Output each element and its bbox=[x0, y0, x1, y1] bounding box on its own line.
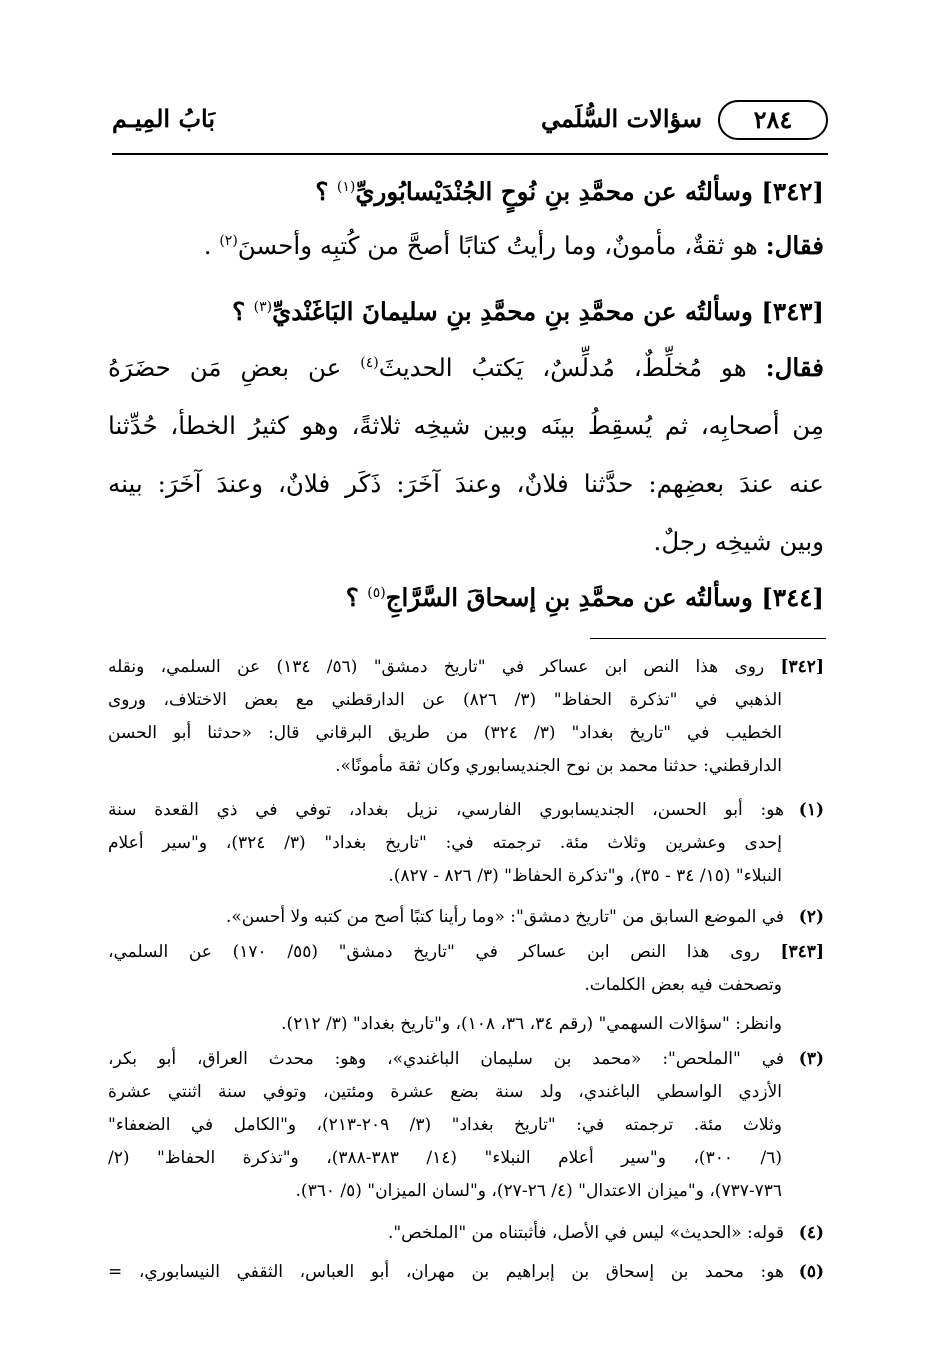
answer-343-line-3: عنه عندَ بعضِهم: حدَّثنا فلانٌ، وعندَ آخَرَ: ذَكَر فلانٌ، وعندَ آخَرَ: بينه bbox=[108, 469, 824, 498]
question-344 bbox=[346, 574, 824, 622]
answer-343-line-1 bbox=[108, 344, 824, 392]
note-342-line-3: الخطيب في "تاريخ بغداد" (٣/ ٣٢٤) من طريق البرقاني قال: «حدثنا أبو الحسن bbox=[108, 723, 782, 743]
answer-343-line-2: مِن أصحابِه، ثم يُسقِطُ بينَه وبين شيخِه ثلاثةً، وهو كثيرُ الخطأ، حُدِّثنا bbox=[108, 411, 824, 440]
note-text: روى هذا النص ابن عساكر في "تاريخ دمشق" (٥٥/ ١٧٠) عن السلمي، bbox=[108, 942, 781, 962]
chapter-title: بَابُ المِيـم bbox=[112, 104, 216, 133]
page-header bbox=[112, 98, 828, 150]
note-5-line-1 bbox=[108, 1257, 824, 1288]
note-342-line-4: الدارقطني: حدثنا محمد بن نوح الجنديسابوري وكان ثقة مأمونًا». bbox=[335, 756, 782, 776]
note-text: في الموضع السابق من "تاريخ دمشق": «وما رأينا كتبًا أصح من كتبه ولا أحسن». bbox=[225, 907, 784, 927]
footnote-ref-3: (٣) bbox=[253, 298, 273, 315]
note-1-line-3: النبلاء" (١٥/ ٣٤ - ٣٥)، و"تذكرة الحفاظ" (٣/ ٨٢٦ - ٨٢٧). bbox=[388, 866, 782, 886]
question-343 bbox=[232, 288, 824, 336]
note-3-line-5: ٧٣٦-٧٣٧)، و"ميزان الاعتدال" (٤/ ٢٦-٢٧)، و"لسان الميزان" (٥/ ٣٦٠). bbox=[295, 1181, 782, 1201]
answer-text: هو مُخلِّطٌ، مُدلِّسٌ، يَكتبُ الحديثَ bbox=[378, 353, 766, 382]
note-number: (٥) bbox=[798, 1262, 824, 1282]
note-text: هو: محمد بن إسحاق بن إبراهيم بن مهران، أبو العباس، الثقفي النيسابوري، = bbox=[108, 1262, 784, 1282]
answer-end: . bbox=[203, 231, 220, 260]
header-rule bbox=[112, 153, 828, 155]
question-mark: ؟ bbox=[315, 177, 337, 206]
note-3-line-2: الأزدي الواسطي الباغندي، ولد سنة بضع عشرة ومئتين، وتوفي سنة اثنتي عشرة bbox=[108, 1082, 782, 1102]
footnote-separator bbox=[590, 638, 826, 639]
question-text: [٣٤٣] وسألتُه عن محمَّدِ بنِ محمَّدِ بنِ سليمانَ البَاغَنْديِّ bbox=[272, 297, 824, 326]
note-3-line-1 bbox=[108, 1044, 824, 1075]
note-4-line-1 bbox=[388, 1218, 824, 1249]
question-mark: ؟ bbox=[232, 297, 254, 326]
note-343-line-2: وتصحفت فيه بعض الكلمات. bbox=[584, 975, 782, 995]
note-343-line-3: وانظر: "سؤالات السهمي" (رقم ٣٤، ٣٦، ١٠٨)، و"تاريخ بغداد" (٣/ ٢١٢). bbox=[281, 1014, 782, 1034]
note-tag: [٣٤٢] bbox=[780, 657, 824, 677]
footnote-ref-5: (٥) bbox=[367, 584, 386, 601]
question-text: [٣٤٢] وسألتُه عن محمَّدِ بنِ نُوحٍ الجُنْدَيْسابُوريِّ bbox=[355, 177, 824, 206]
note-number: (٤) bbox=[798, 1223, 824, 1243]
book-title: سؤالات السُّلَمي bbox=[540, 104, 702, 133]
question-mark: ؟ bbox=[345, 583, 368, 612]
note-number: (٣) bbox=[798, 1049, 824, 1069]
question-342 bbox=[315, 168, 824, 216]
page-number: ٢٨٤ bbox=[718, 100, 828, 140]
note-1-line-2: إحدى وعشرين وثلاث مئة. ترجمته في: "تاريخ بغداد" (٣/ ٣٢٤)، و"سير أعلام bbox=[108, 833, 782, 853]
answer-343-line-4: وبين شيخِه رجلٌ. bbox=[653, 527, 824, 556]
note-2-line-1 bbox=[226, 902, 824, 933]
question-text: [٣٤٤] وسألتُه عن محمَّدِ بنِ إسحاقَ السَّرَّاجِ bbox=[385, 583, 824, 612]
answer-342 bbox=[204, 222, 824, 270]
note-tag: [٣٤٣] bbox=[780, 942, 824, 962]
footnote-ref-2: (٢) bbox=[219, 232, 238, 249]
answer-text: هو ثقةٌ، مأمونٌ، وما رأيتُ كتابًا أصحَّ من كُتبِه وأحسنَ bbox=[237, 231, 766, 260]
note-text: في "الملحص": «محمد بن سليمان الباغندي»، وهو: محدث العراق، أبو بكر، bbox=[108, 1049, 784, 1069]
note-text: قوله: «الحديث» ليس في الأصل، فأثبتناه من "الملخص". bbox=[387, 1223, 784, 1243]
note-343-line-1 bbox=[108, 937, 824, 968]
note-3-line-4: (٦/ ٣٠٠)، و"سير أعلام النبلاء" (١٤/ ٣٨٣-٣٨٨)، و"تذكرة الحفاظ" (٢/ bbox=[108, 1148, 782, 1168]
note-342-line-2: الذهبي في "تذكرة الحفاظ" (٣/ ٨٢٦) عن الدارقطني مع بعض الاختلاف، وروى bbox=[108, 690, 782, 710]
answer-label: فقال: bbox=[765, 231, 824, 260]
note-1-line-1 bbox=[108, 795, 824, 826]
note-text: هو: أبو الحسن، الجنديسابوري الفارسي، نزيل بغداد، توفي في ذي القعدة سنة bbox=[108, 800, 784, 820]
note-text: روى هذا النص ابن عساكر في "تاريخ دمشق" (٥٦/ ١٣٤) عن السلمي، ونقله bbox=[108, 657, 781, 677]
note-number: (٢) bbox=[798, 907, 824, 927]
note-number: (١) bbox=[798, 800, 824, 820]
answer-label: فقال: bbox=[765, 353, 824, 382]
answer-text-cont: عن بعضِ مَن حضَرَهُ bbox=[108, 353, 361, 382]
footnote-ref-1: (١) bbox=[336, 178, 356, 195]
note-342-line-1 bbox=[108, 652, 824, 683]
footnote-ref-4: (٤) bbox=[360, 354, 379, 371]
note-3-line-3: وثلاث مئة. ترجمته في: "تاريخ بغداد" (٣/ ٢٠٩-٢١٣)، و"الكامل في الضعفاء" bbox=[108, 1115, 782, 1135]
